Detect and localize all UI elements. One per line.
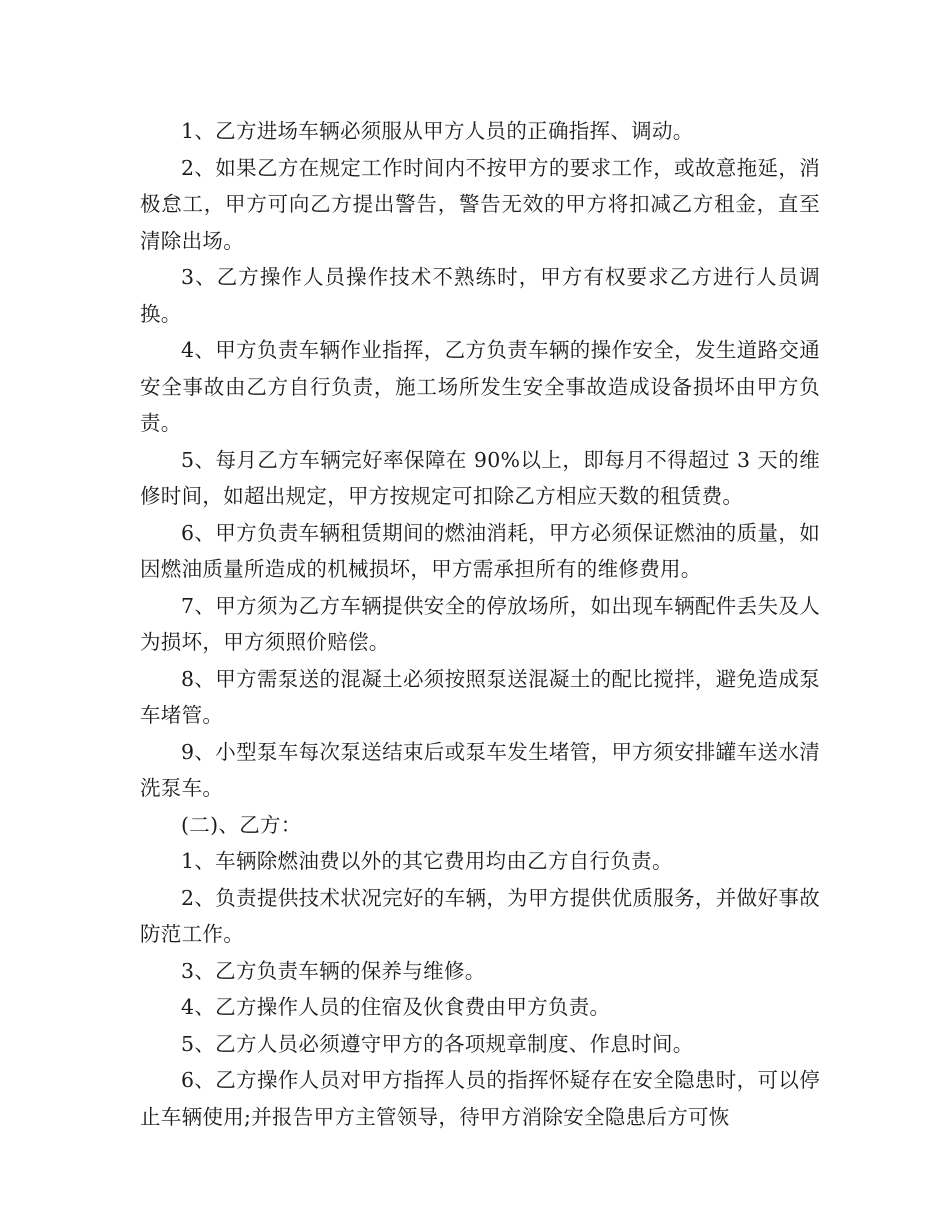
clause-party-b-5: 5、乙方人员必须遵守甲方的各项规章制度、作息时间。 bbox=[181, 1031, 694, 1056]
section-heading-party-b: (二)、乙方： bbox=[181, 812, 302, 837]
clause-party-a-8: 8、甲方需泵送的混凝土必须按照泵送混凝土的配比搅拌，避免造成泵车堵管。 bbox=[140, 666, 820, 727]
clause-party-b-2: 2、负责提供技术状况完好的车辆，为甲方提供优质服务，并做好事故防范工作。 bbox=[140, 885, 820, 946]
document-body bbox=[140, 113, 820, 1135]
clause-party-a-1: 1、乙方进场车辆必须服从甲方人员的正确指挥、调动。 bbox=[181, 119, 694, 143]
clause-party-b-6: 6、乙方操作人员对甲方指挥人员的指挥怀疑存在安全隐患时，可以停止车辆使用;并报告甲方主管领导，待甲方消除安全隐患后方可恢 bbox=[140, 1068, 820, 1129]
clause-party-b-1: 1、车辆除燃油费以外的其它费用均由乙方自行负责。 bbox=[181, 849, 673, 873]
clause-party-a-6: 6、甲方负责车辆租赁期间的燃油消耗，甲方必须保证燃油的质量，如因燃油质量所造成的机械损坏，甲方需承担所有的维修费用。 bbox=[140, 520, 820, 581]
clause-party-a-7: 7、甲方须为乙方车辆提供安全的停放场所，如出现车辆配件丢失及人为损坏，甲方须照价赔偿。 bbox=[140, 593, 820, 654]
clause-party-a-5: 5、每月乙方车辆完好率保障在 90%以上，即每月不得超过 3 天的维修时间，如超出规定，甲方按规定可扣除乙方相应天数的租赁费。 bbox=[140, 447, 820, 508]
clause-party-b-3: 3、乙方负责车辆的保养与维修。 bbox=[181, 958, 486, 983]
clause-party-b-4: 4、乙方操作人员的住宿及伙食费由甲方负责。 bbox=[181, 995, 611, 1019]
clause-party-a-4: 4、甲方负责车辆作业指挥，乙方负责车辆的操作安全，发生道路交通安全事故由乙方自行负责，施工场所发生安全事故造成设备损坏由甲方负责。 bbox=[140, 338, 820, 435]
clause-party-a-9: 9、小型泵车每次泵送结束后或泵车发生堵管，甲方须安排罐车送水清洗泵车。 bbox=[140, 739, 820, 800]
clause-party-a-2: 2、如果乙方在规定工作时间内不按甲方的要求工作，或故意拖延，消极怠工，甲方可向乙方提出警告，警告无效的甲方将扣减乙方租金，直至清除出场。 bbox=[140, 155, 820, 253]
clause-party-a-3: 3、乙方操作人员操作技术不熟练时，甲方有权要求乙方进行人员调换。 bbox=[140, 265, 820, 326]
